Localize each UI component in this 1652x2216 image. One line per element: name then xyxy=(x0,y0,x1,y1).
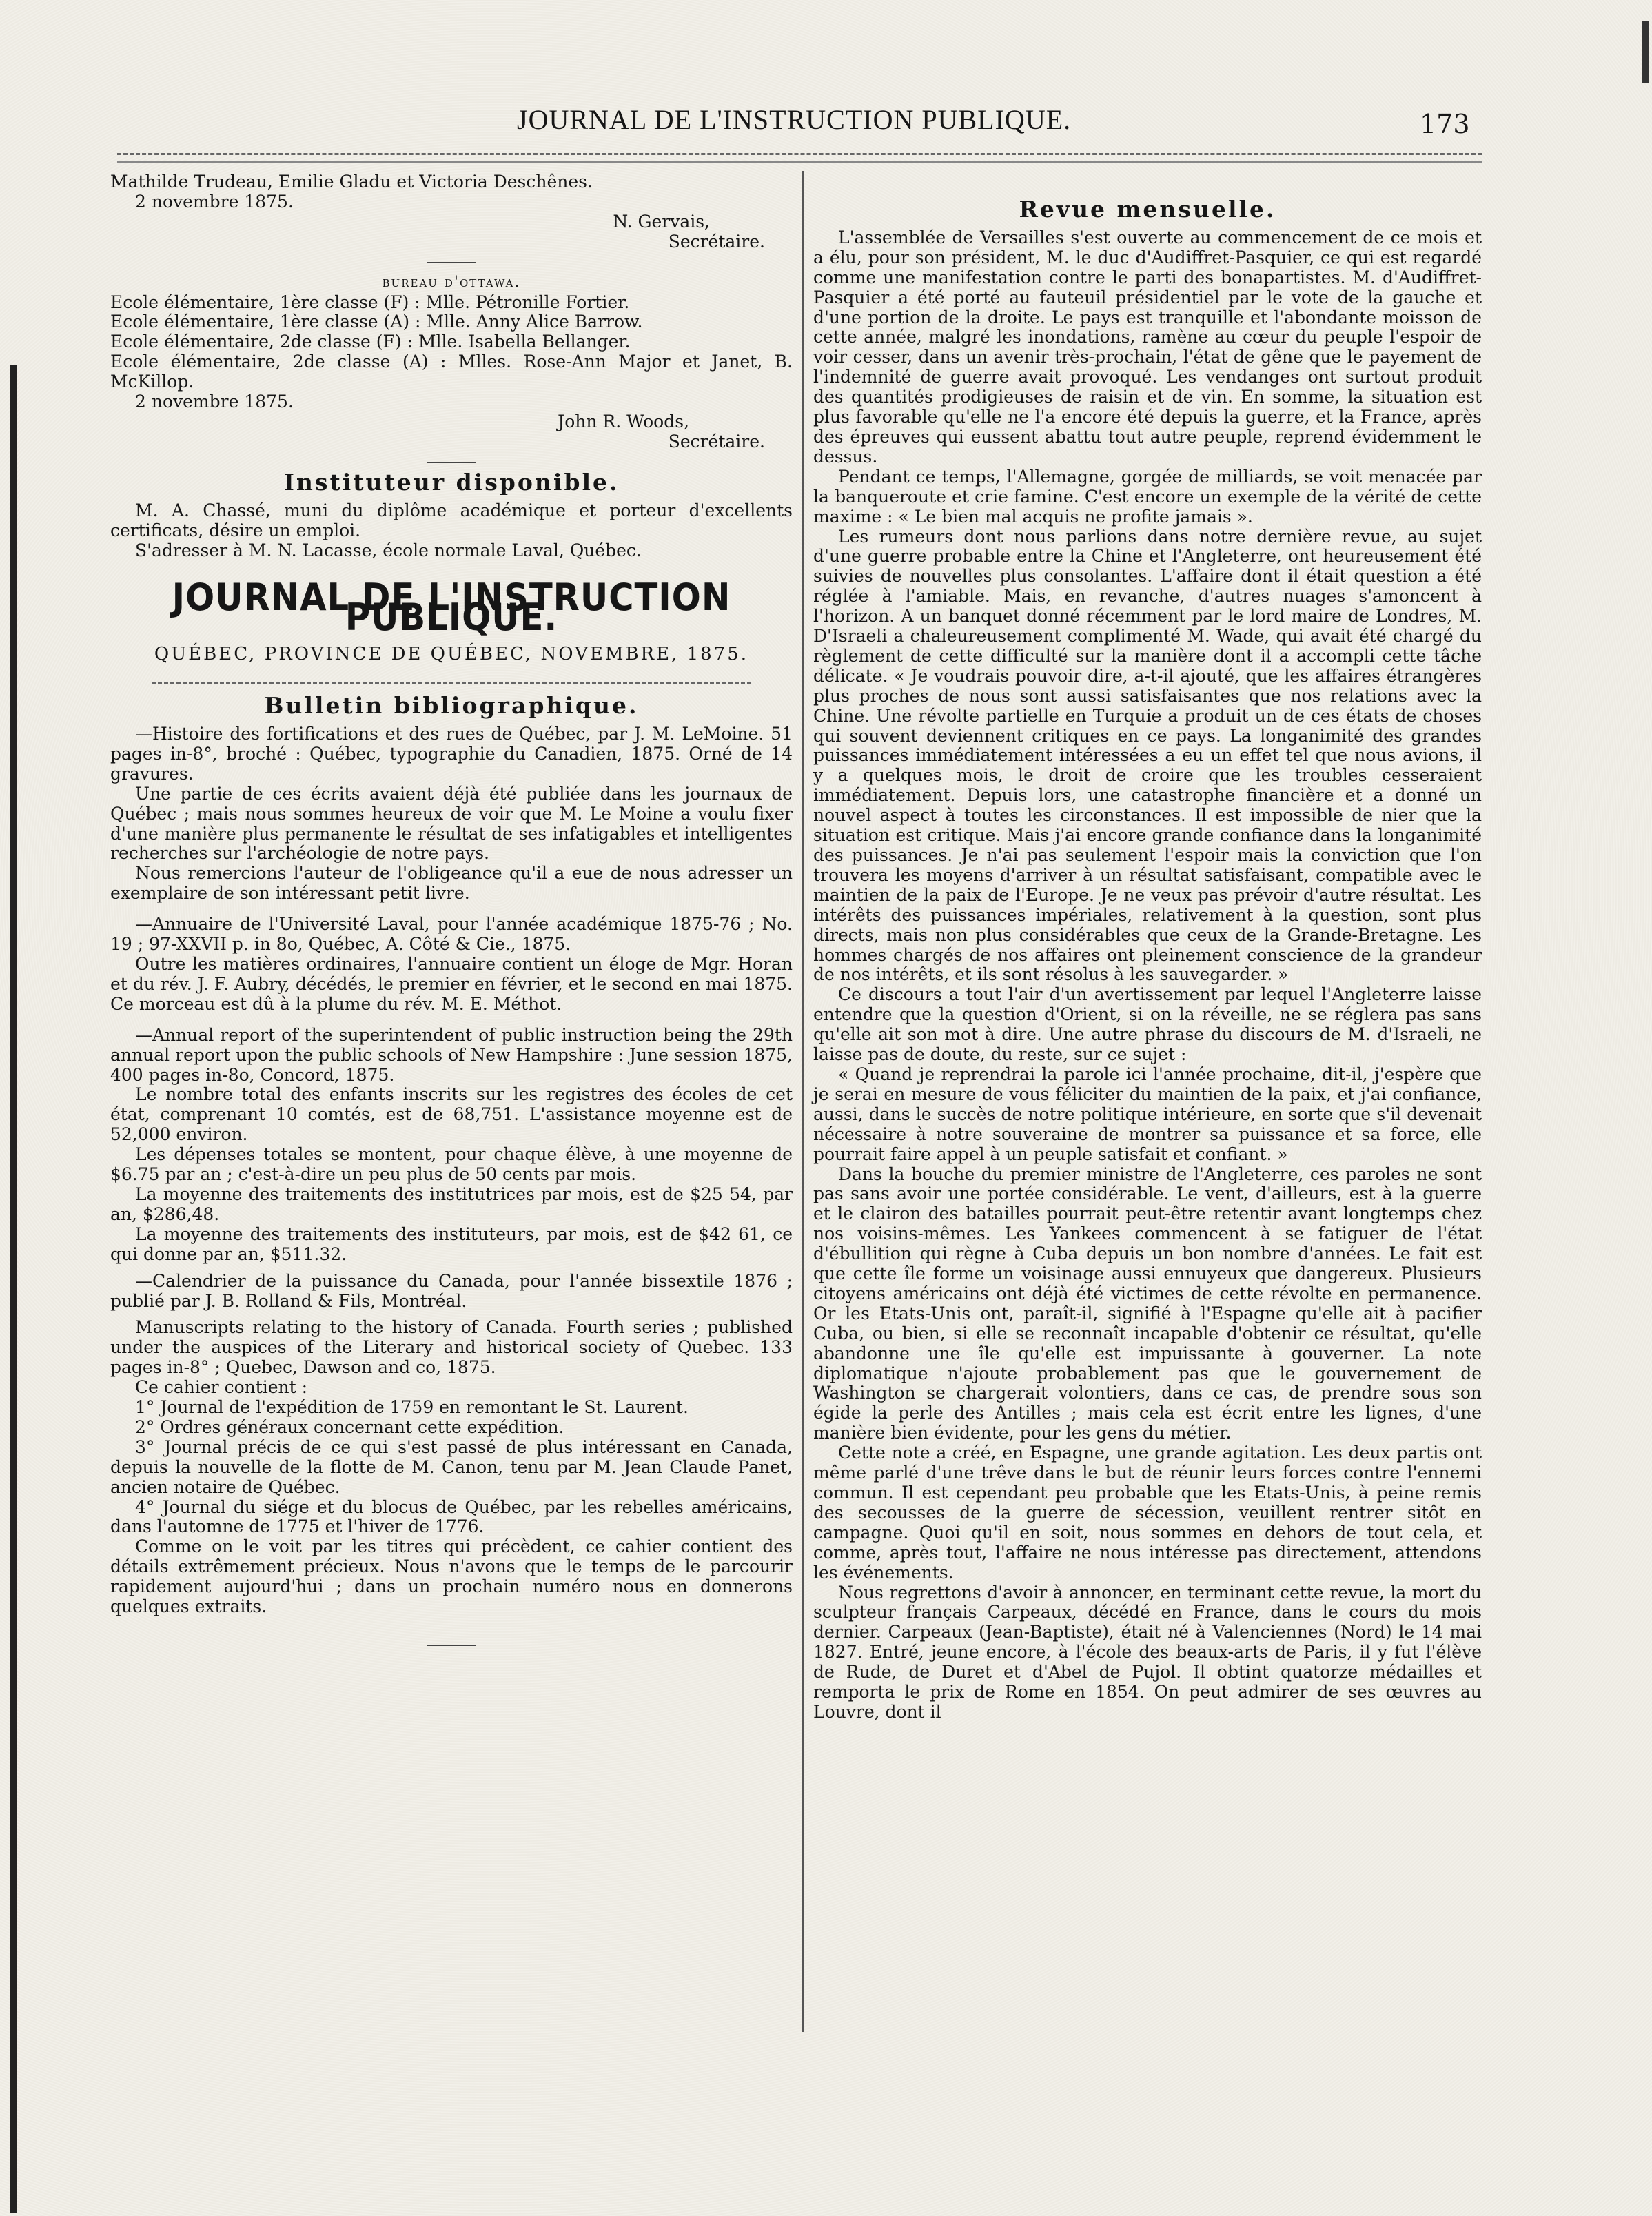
paragraph: Outre les matières ordinaires, l'annuaire contient un éloge de Mgr. Horan et du rév. J. F. Aubry, décédés, le premier en février, et le second en mai 1875. Ce morceau est dû à la plume du rév. M. E. Méthot. xyxy=(110,954,793,1014)
bureau-title: bureau d'ottawa. xyxy=(382,273,521,291)
notice-item: Ecole élémentaire, 1ère classe (A) : Mlle. Anny Alice Barrow. xyxy=(110,312,643,332)
list-item: 1° Journal de l'expédition de 1759 en remontant le St. Laurent. xyxy=(135,1397,689,1418)
signature-name: N. Gervais, xyxy=(613,211,710,232)
paragraph: Dans la bouche du premier ministre de l'Angleterre, ces paroles ne sont pas sans avoir une portée considérable. Le vent, d'ailleurs, est à la guerre et le clairon des batailles pourrait peut-être retentir avant longtemps chez nos voisins-mêmes. Les Yankees commencent à se fatiguer de l'état d'ébullition qui règne à Cuba depuis un bon nombre d'années. Le fait est que cette île forme un voisinage aussi ennuyeux que dangereux. Plusieurs citoyens américains ont déjà été victimes de cette révolte en permanence. Or les Etats-Unis ont, paraît-il, signifié à l'Espagne qu'elle ait à pacifier Cuba, ou bien, si elle se reconnaît incapable d'obtenir ce résultat, qu'elle abandonne une île qu'elle est impuissante à gouverner. La note diplomatique n'ajoute probablement pas que le gouvernement de Washington se chargerait volontiers, dans ce cas, de prendre sous son égide la perle des Antilles ; mais cela est écrit entre les lignes, d'une manière bien évidente, pour les gens du métier. xyxy=(813,1163,1482,1443)
paragraph: La moyenne des traitements des institutrices par mois, est de $25 54, par an, $286,48. xyxy=(110,1183,793,1224)
paragraph: La moyenne des traitements des instituteurs, par mois, est de $42 61, ce qui donne par an, $511.32. xyxy=(110,1223,793,1264)
paragraph: Une partie de ces écrits avaient déjà été publiée dans les journaux de Québec ; mais nous sommes heureux de voir que M. Le Moine a voulu fixer d'une manière plus permanente le résultat de ses infatigables et intelligentes recherches sur l'archéologie de notre pays. xyxy=(110,783,793,864)
notice-date: 2 novembre 1875. xyxy=(135,392,294,412)
paragraph: —Annuaire de l'Université Laval, pour l'année académique 1875-76 ; No. 19 ; 97-XXVII p. in 8o, Québec, A. Côté & Cie., 1875. xyxy=(110,914,793,955)
spacer xyxy=(110,1015,793,1026)
notice-date: 2 novembre 1875. xyxy=(135,191,294,212)
column-divider xyxy=(802,171,804,2032)
header-rule xyxy=(117,153,1482,158)
section-rule xyxy=(152,682,751,687)
signature-name: John R. Woods, xyxy=(558,411,689,431)
scan-edge-bar xyxy=(10,365,17,2213)
right-column xyxy=(813,172,1482,1722)
paragraph: S'adresser à M. N. Lacasse, école normale Laval, Québec. xyxy=(135,540,642,560)
running-head: JOURNAL DE L'INSTRUCTION PUBLIQUE. xyxy=(517,104,1072,135)
paragraph: Les rumeurs dont nous parlions dans notre dernière revue, au sujet d'une guerre probable entre la Chine et l'Angleterre, ont heureusement été suivies de nouvelles plus consolantes. L'affaire dont il était question a été réglée à l'amiable. Mais, en revanche, d'autres nuages s'amoncent à l'horizon. A un banquet donné récemment par le lord maire de Londres, M. D'Israeli a chaleureusement complimenté M. Wade, qui avait été chargé du règlement de cette difficulté sur la manière dont il a accompli cette tâche délicate. « Je voudrais pouvoir dire, a-t-il ajouté, que les affaires étrangères plus proches de nous sont aussi satisfaisantes que nos relations avec la Chine. Une révolte partielle en Turquie a produit un de ces états de choses qui souvent deviennent critiques en ce pays. La longanimité des grandes puissances immédiatement intéressées a eu un effet tel que nous avions, il y a quelques mois, le droit de croire que les troubles cesseraient immédiatement. Depuis lors, une catastrophe financière et a donné un nouvel aspect à toutes les circonstances. Il est impossible de nier que la situation est critique. Mais j'ai encore grande confiance dans la longanimité des puissances. Je n'ai pas seulement l'espoir mais la conviction que l'on trouvera les moyens d'arriver à un résultat satisfaisant, compatible avec le maintien de la paix de l'Europe. Je ne veux pas prévoir d'autre résultat. Les intérêts des puissances impériales, relativement à la question, sont plus directs, mais non plus considérables que ceux de la Grande-Bretagne. Les hommes chargés de nos affaires ont pleinement conscience de la grandeur de nos intérêts, et ils sont résolus à les sauvegarder. » xyxy=(813,526,1482,985)
section-heading: Instituteur disponible. xyxy=(283,468,620,496)
spacer xyxy=(110,904,793,915)
section-heading: Revue mensuelle. xyxy=(1019,196,1276,223)
masthead: JOURNAL DE L'INSTRUCTION PUBLIQUE. xyxy=(172,576,731,640)
paragraph: Les dépenses totales se montent, pour chaque élève, à une moyenne de $6.75 par an ; c'est-à-dire un peu plus de 50 cents par mois. xyxy=(110,1144,793,1185)
paragraph: —Calendrier de la puissance du Canada, pour l'année bissextile 1876 ; publié par J. B. Rolland & Fils, Montréal. xyxy=(110,1270,793,1311)
notice-item: Ecole élémentaire, 1ère classe (F) : Mlle. Pétronille Fortier. xyxy=(110,292,630,312)
short-rule xyxy=(427,262,476,263)
dateline: QUÉBEC, PROVINCE DE QUÉBEC, NOVEMBRE, 1875. xyxy=(154,644,749,665)
paragraph: Manuscripts relating to the history of Canada. Fourth series ; published under the auspices of the Literary and historical society of Quebec. 133 pages in-8° ; Quebec, Dawson and co, 1875. xyxy=(110,1317,793,1378)
paragraph: L'assemblée de Versailles s'est ouverte au commencement de ce mois et a élu, pour son président, M. le duc d'Audiffret-Pasquier, ce qui est regardé comme une manifestation contre le parti des bonapartistes. M. d'Audiffret-Pasquier a été porté au fauteuil présidentiel par le vote de la gauche et d'une portion de la droite. Le pays est tranquille et l'abondante moisson de cette année, malgré les inondations, ramène au cœur du peuple l'espoir de voir cesser, dans un avenir très-prochain, l'état de gêne que le payement de l'indemnité de guerre avait provoqué. Les vendanges ont surtout produit des quantités prodigieuses de raisin et de vin. En somme, la situation est plus favorable qu'elle ne l'a encore été depuis la guerre, et la France, après des épreuves qui eussent abattu tout autre peuple, reprend évidemment le dessus. xyxy=(813,227,1482,467)
paragraph: Cette note a créé, en Espagne, une grande agitation. Les deux partis ont même parlé d'une trêve dans le but de réunir leurs forces contre l'ennemi commun. Il est cependant peu probable que les Etats-Unis, à peine remis des secousses de la guerre de sécession, veuillent rentrer sitôt en campagne. Quoi qu'il en soit, nous sommes en dehors de tout cela, et comme, après tout, l'affaire ne nous intéresse pas directement, attendons les événements. xyxy=(813,1443,1482,1583)
notice-line: Mathilde Trudeau, Emilie Gladu et Victoria Deschênes. xyxy=(110,172,593,192)
paragraph: —Histoire des fortifications et des rues de Québec, par J. M. LeMoine. 51 pages in-8°, broché : Québec, typographie du Canadien, 1875. Orné de 14 gravures. xyxy=(110,724,793,784)
signature-title: Secrétaire. xyxy=(668,431,765,451)
list-item: 2° Ordres généraux concernant cette expédition. xyxy=(135,1416,564,1437)
list-item: 4° Journal du siége et du blocus de Québec, par les rebelles américains, dans l'automne de 1775 et l'hiver de 1776. xyxy=(110,1496,793,1537)
scan-edge-mark xyxy=(1642,21,1649,83)
short-rule xyxy=(427,462,476,463)
signature-title: Secrétaire. xyxy=(668,231,765,252)
paragraph: Comme on le voit par les titres qui précèdent, ce cahier contient des détails extrêmement précieux. Nous n'avons que le temps de le parcourir rapidement aujourd'hui ; dans un prochain numéro nous en donnerons quelques extraits. xyxy=(110,1536,793,1617)
list-item: 3° Journal précis de ce qui s'est passé de plus intéressant en Canada, depuis la nouvelle de la flotte de M. Canon, tenu par M. Jean Claude Panet, ancien notaire de Québec. xyxy=(110,1436,793,1497)
section-heading: Bulletin bibliographique. xyxy=(264,692,639,720)
paragraph: Nous regrettons d'avoir à annoncer, en terminant cette revue, la mort du sculpteur français Carpeaux, décédé en France, dans le cours du mois dernier. Carpeaux (Jean-Baptiste), était né à Valenciennes (Nord) le 14 mai 1827. Entré, jeune encore, à l'école des beaux-arts de Paris, il y fut l'élève de Rude, de Duret et d'Abel de Pujol. Il obtint quatorze médailles et remporta le prix de Rome en 1854. On peut admirer de ses œuvres au Louvre, dont il xyxy=(813,1582,1482,1722)
paragraph: Nous remercions l'auteur de l'obligeance qu'il a eue de nous adresser un exemplaire de son intéressant petit livre. xyxy=(110,863,793,904)
notice-item: Ecole élémentaire, 2de classe (F) : Mlle. Isabella Bellanger. xyxy=(110,332,631,352)
paragraph: Ce cahier contient : xyxy=(135,1377,308,1398)
header-rule-thin xyxy=(117,161,1482,163)
page-number: 173 xyxy=(1420,109,1470,139)
paragraph: « Quand je reprendrai la parole ici l'année prochaine, dit-il, j'espère que je serai en mesure de vous féliciter du maintien de la paix, et j'ai confiance, aussi, dans le succès de notre politique intérieure, en sorte que s'il devenait nécessaire à notre souveraine de montrer sa puissance et sa force, elle pourrait faire appel à un peuple satisfait et confiant. » xyxy=(813,1064,1482,1164)
paragraph: —Annual report of the superintendent of public instruction being the 29th annual report upon the public schools of New Hampshire : June session 1875, 400 pages in-8o, Concord, 1875. xyxy=(110,1024,793,1085)
left-column xyxy=(110,172,793,1656)
paragraph: Pendant ce temps, l'Allemagne, gorgée de milliards, se voit menacée par la banqueroute et crie famine. C'est encore un exemple de la vérité de cette maxime : « Le bien mal acquis ne profite jamais ». xyxy=(813,466,1482,527)
paragraph: Le nombre total des enfants inscrits sur les registres des écoles de cet état, comprenant 10 comtés, est de 68,751. L'assistance moyenne est de 52,000 environ. xyxy=(110,1084,793,1145)
notice-item: Ecole élémentaire, 2de classe (A) : Mlles. Rose-Ann Major et Janet, B. McKillop. xyxy=(110,352,793,392)
paragraph: Ce discours a tout l'air d'un avertissement par lequel l'Angleterre laisse entendre que la question d'Orient, si on la réveille, ne se réglera pas sans qu'elle ait son mot à dire. Une autre phrase du discours de M. d'Israeli, ne laisse pas de doute, du reste, sur ce sujet : xyxy=(813,984,1482,1065)
paragraph: M. A. Chassé, muni du diplôme académique et porteur d'excellents certificats, désire un emploi. xyxy=(110,500,793,540)
short-rule xyxy=(427,1645,476,1646)
